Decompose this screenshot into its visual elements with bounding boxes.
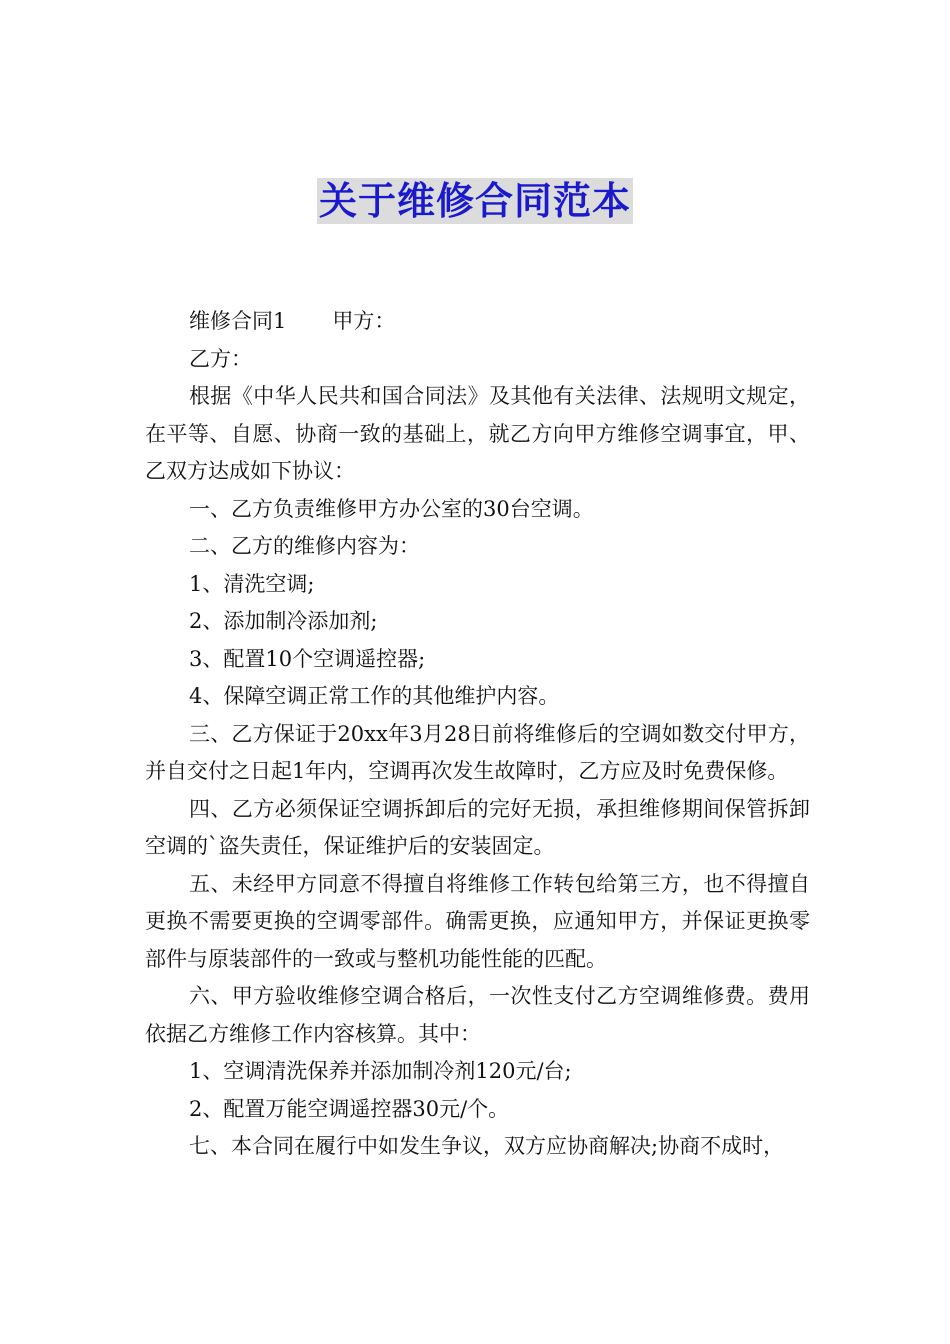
- clause-6-item-1: 1、空调清洗保养并添加制冷剂120元/台;: [189, 1059, 572, 1083]
- clause-1: 一、乙方负责维修甲方办公室的30台空调。: [189, 496, 594, 521]
- document-body: [145, 303, 810, 1166]
- clause-2-item-2: 2、添加制冷添加剂;: [189, 609, 378, 633]
- clause-7: 七、本合同在履行中如发生争议，双方应协商解决;协商不成时，: [189, 1134, 785, 1158]
- contract-number: 维修合同1: [189, 309, 287, 333]
- party-b-label: 乙方：: [189, 346, 252, 371]
- party-a-label: 甲方：: [332, 309, 396, 333]
- clause-2-item-1: 1、清洗空调;: [189, 571, 315, 596]
- clause-2-item-4: 4、保障空调正常工作的其他维护内容。: [189, 684, 560, 708]
- clause-2: 二、乙方的维修内容为：: [189, 534, 420, 558]
- title-container: [0, 178, 950, 224]
- clause-3: 三、乙方保证于20xx年3月28日前将维修后的空调如数交付甲方，并自交付之日起1年内，空调再次发生故障时，乙方应及时免费保修。: [145, 721, 810, 783]
- clause-2-item-3: 3、配置10个空调遥控器;: [189, 646, 426, 671]
- document-title: 关于维修合同范本: [318, 179, 631, 223]
- clause-6: 六、甲方验收维修空调合格后，一次性支付乙方空调维修费。费用依据乙方维修工作内容核算。其中：: [145, 984, 810, 1046]
- clause-4: 四、乙方必须保证空调拆卸后的完好无损，承担维修期间保管拆卸空调的`盗失责任，保证维护后的安装固定。: [145, 796, 810, 858]
- preamble-paragraph: 根据《中华人民共和国合同法》及其他有关法律、法规明文规定，在平等、自愿、协商一致的基础上，就乙方向甲方维修空调事宜，甲、乙双方达成如下协议：: [145, 384, 810, 483]
- clause-6-item-2: 2、配置万能空调遥控器30元/个。: [189, 1096, 510, 1121]
- contract-header-line: [145, 303, 810, 341]
- clause-5: 五、未经甲方同意不得擅自将维修工作转包给第三方，也不得擅自更换不需要更换的空调零部件。确需更换，应通知甲方，并保证更换零部件与原装部件的一致或与整机功能性能的匹配。: [145, 871, 810, 971]
